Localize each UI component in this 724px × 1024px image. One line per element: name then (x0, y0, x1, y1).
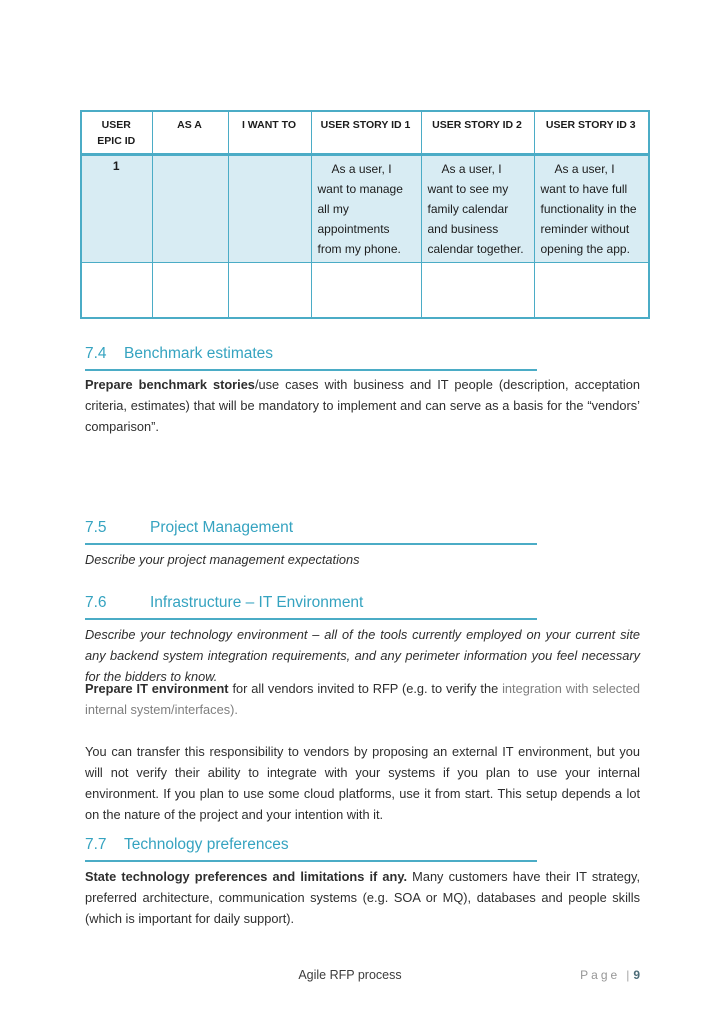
bold-lead: Prepare IT environment (85, 681, 229, 696)
header-as-a: AS A (152, 111, 228, 154)
section-7-5-note (85, 549, 640, 570)
cell-empty (152, 262, 228, 318)
section-7-4-paragraph (85, 374, 640, 437)
header-user-epic-id: USER EPIC ID (81, 111, 152, 154)
note-text: Describe your project management expectations (85, 552, 360, 567)
cell-empty (228, 262, 311, 318)
section-number: 7.6 (85, 594, 107, 611)
footer-page-word: Page (580, 968, 621, 982)
cell-empty (421, 262, 534, 318)
section-title: Infrastructure – IT Environment (150, 594, 364, 611)
footer-document-title: Agile RFP process (298, 968, 402, 982)
header-user-story-id-3: USER STORY ID 3 (534, 111, 649, 154)
bold-lead: State technology preferences and limitations if any. (85, 869, 408, 884)
section-7-4-heading (85, 344, 537, 371)
section-7-7-paragraph (85, 866, 640, 929)
section-title: Project Management (150, 519, 294, 536)
table-row (81, 262, 649, 318)
section-title: Benchmark estimates (124, 345, 274, 362)
gray-text: integration with selected internal system/interfaces). (85, 681, 640, 717)
section-7-7-heading (85, 835, 537, 862)
table-row (81, 154, 649, 262)
section-number: 7.5 (85, 519, 107, 536)
cell-empty (311, 262, 421, 318)
paragraph-text: for all vendors invited to RFP (e.g. to verify the (228, 681, 503, 696)
section-7-5-heading (85, 518, 537, 545)
section-7-6-paragraph-2 (85, 741, 640, 825)
note-text: Describe your technology environment – all of the tools currently employed on your current site any backend system integration requirements, and any perimeter information you feel necessary for the bidders to know. (85, 627, 640, 684)
footer-page-number: 9 (633, 968, 640, 982)
header-user-story-id-1: USER STORY ID 1 (311, 111, 421, 154)
cell-empty (534, 262, 649, 318)
header-i-want-to: I WANT TO (228, 111, 311, 154)
cell-i-want-to (228, 154, 311, 262)
section-7-6-paragraph-1 (85, 678, 640, 720)
section-number: 7.7 (85, 836, 107, 853)
footer-page-separator: | (626, 968, 630, 982)
user-story-table (80, 110, 650, 319)
cell-epic-id: 1 (81, 154, 152, 262)
footer-page-indicator (580, 968, 640, 982)
paragraph-text: Many customers have their IT strategy, preferred architecture, communication systems (e.g. SOA or MQ), databases and people skills (which is important for daily support). (85, 869, 640, 926)
table-header-row (81, 111, 649, 154)
paragraph-text: /use cases with business and IT people (description, acceptation criteria, estimates) that will be mandatory to implement and can serve as a basis for the “vendors’ comparison”. (85, 377, 640, 434)
header-user-story-id-2: USER STORY ID 2 (421, 111, 534, 154)
bold-lead: Prepare benchmark stories (85, 377, 255, 392)
cell-empty (81, 262, 152, 318)
paragraph-text: You can transfer this responsibility to vendors by proposing an external IT environment, but you will not verify their ability to integrate with your systems if you plan to use your internal environment. If you plan to use some cloud platforms, use it from start. This setup depends a lot on the nature of the project and your intention with it. (85, 744, 640, 822)
cell-user-story-3: As a user, I want to have full functionality in the reminder without opening the app. (534, 154, 649, 262)
section-title: Technology preferences (124, 836, 289, 853)
cell-user-story-1: As a user, I want to manage all my appointments from my phone. (311, 154, 421, 262)
cell-as-a (152, 154, 228, 262)
section-number: 7.4 (85, 345, 107, 362)
cell-user-story-2: As a user, I want to see my family calendar and business calendar together. (421, 154, 534, 262)
section-7-6-heading (85, 593, 537, 620)
